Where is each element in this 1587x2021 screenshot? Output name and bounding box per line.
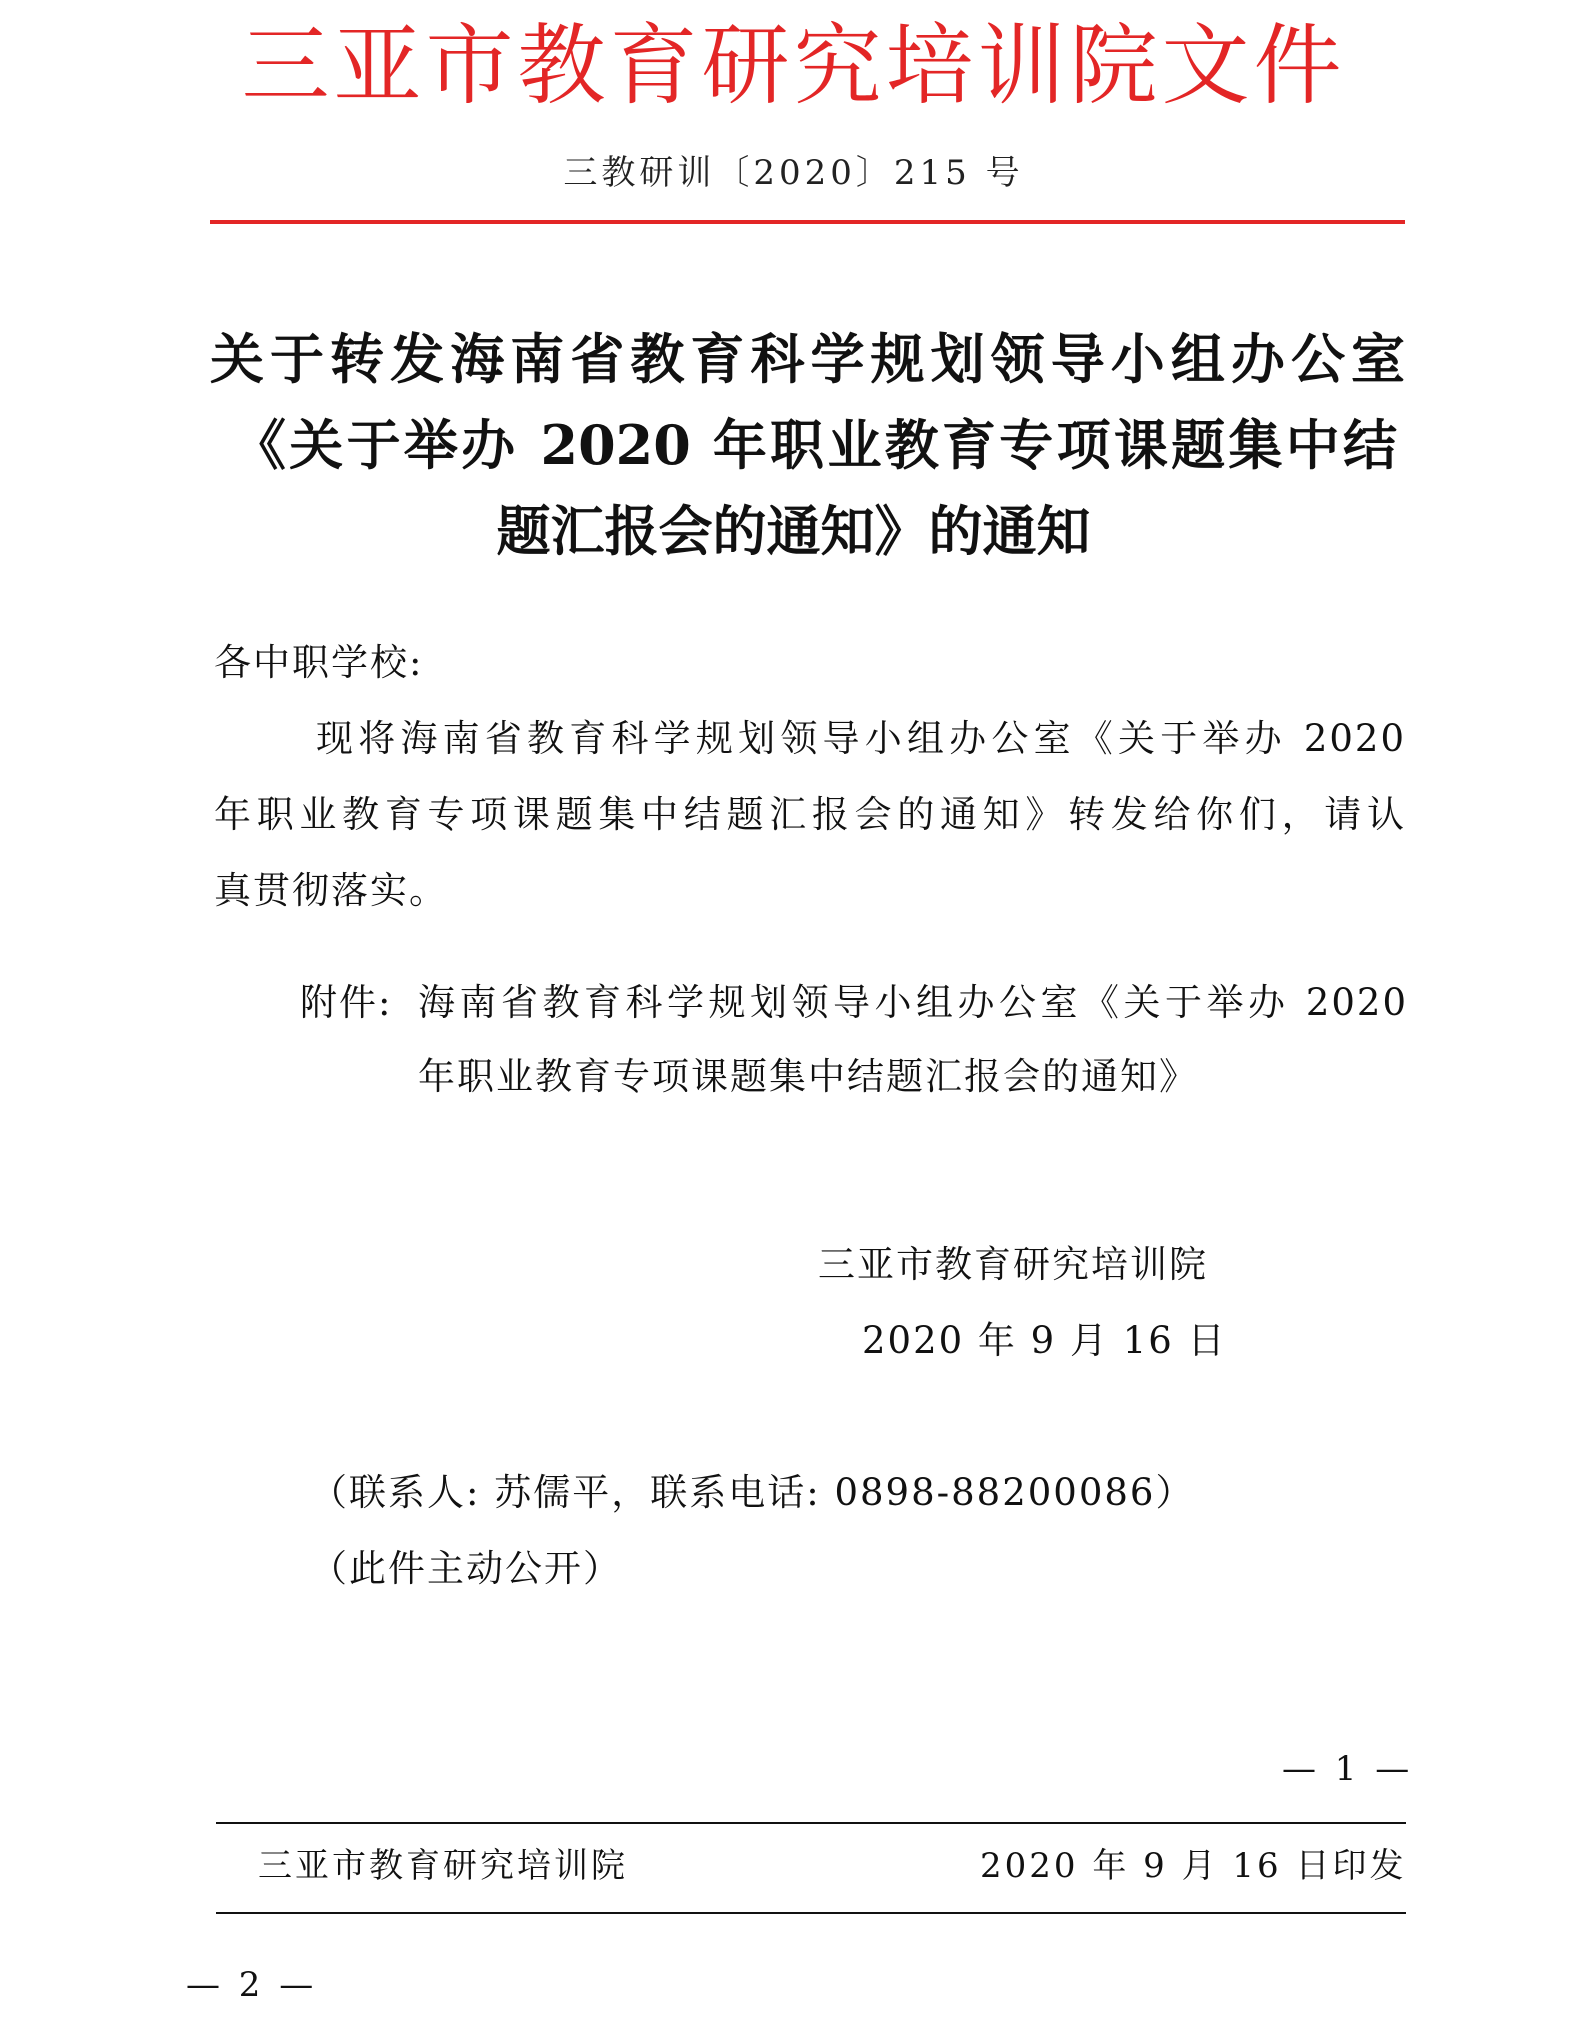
- footer-divider-top: [216, 1822, 1406, 1824]
- disclosure-note: （此件主动公开）: [310, 1547, 622, 1590]
- footer-divider-bottom: [216, 1912, 1406, 1914]
- document-title-line-2: 《关于举办 2020 年职业教育专项课题集中结: [232, 413, 1397, 477]
- attachment-line-1: 海南省教育科学规划领导小组办公室《关于举办 2020: [418, 981, 1408, 1024]
- document-title-line-1: 关于转发海南省教育科学规划领导小组办公室: [210, 327, 1405, 391]
- body-paragraph-line-3: 真贯彻落实。: [214, 869, 448, 912]
- attachment-line-2: 年职业教育专项课题集中结题汇报会的通知》: [418, 1055, 1198, 1098]
- body-paragraph-line-1: 现将海南省教育科学规划领导小组办公室《关于举办 2020: [316, 717, 1406, 760]
- masthead-divider: [210, 220, 1405, 224]
- footer-issuing-org: 三亚市教育研究培训院: [258, 1846, 628, 1886]
- footer-print-date: 2020 年 9 月 16 日印发: [980, 1846, 1407, 1886]
- attachment-label: 附件:: [300, 981, 393, 1024]
- signature-date: 2020 年 9 月 16 日: [862, 1319, 1227, 1362]
- page-number-2: — 2 —: [186, 1965, 318, 2005]
- page-number-1: — 1 —: [1282, 1749, 1414, 1789]
- body-paragraph-line-2: 年职业教育专项课题集中结题汇报会的通知》转发给你们，请认: [214, 793, 1406, 836]
- salutation: 各中职学校:: [214, 641, 424, 684]
- issuer-signature: 三亚市教育研究培训院: [818, 1243, 1208, 1286]
- contact-info: （联系人: 苏儒平，联系电话: 0898-88200086）: [310, 1471, 1195, 1514]
- document-masthead: 三亚市教育研究培训院文件: [241, 14, 1346, 117]
- document-number: 三教研训〔2020〕215 号: [563, 153, 1024, 193]
- document-title-line-3: 题汇报会的通知》的通知: [496, 499, 1091, 563]
